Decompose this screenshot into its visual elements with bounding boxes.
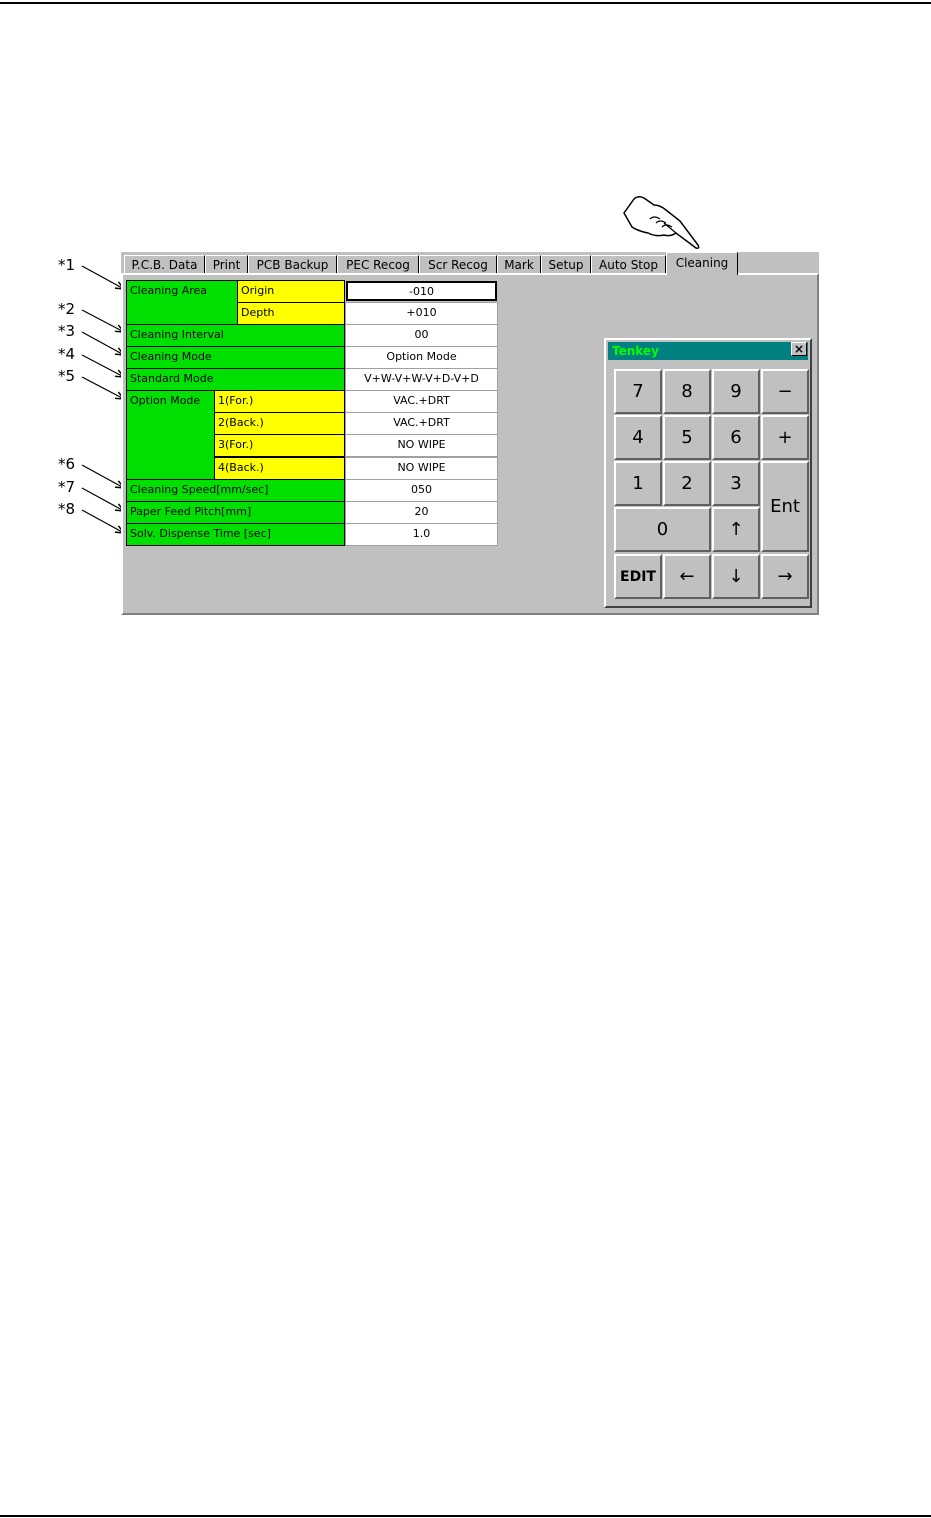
solv-dispense-time-value[interactable]: 1.0	[345, 523, 498, 546]
tab-print[interactable]: Print	[205, 255, 248, 274]
key-6[interactable]: 6	[712, 415, 760, 460]
key-down-arrow[interactable]: ↓	[712, 554, 760, 599]
standard-mode-value[interactable]: V+W-V+W-V+D-V+D	[345, 368, 498, 391]
key-4[interactable]: 4	[614, 415, 662, 460]
tab-pcb-backup[interactable]: PCB Backup	[248, 255, 337, 274]
annotation-4: *4	[58, 345, 76, 363]
annotation-2: *2	[58, 300, 76, 318]
tab-pcb-data[interactable]: P.C.B. Data	[124, 255, 205, 274]
key-3[interactable]: 3	[712, 461, 760, 506]
option-mode-row-label: 2(Back.)	[214, 412, 345, 435]
key-up-arrow[interactable]: ↑	[712, 507, 760, 552]
paper-feed-pitch-value[interactable]: 20	[345, 501, 498, 524]
tab-pec-recog[interactable]: PEC Recog	[337, 255, 419, 274]
key-right-arrow[interactable]: →	[761, 554, 809, 599]
close-icon[interactable]: ×	[791, 342, 807, 356]
standard-mode-label: Standard Mode	[126, 368, 345, 391]
key-1[interactable]: 1	[614, 461, 662, 506]
option-mode-row-label: 4(Back.)	[214, 457, 345, 480]
tab-setup[interactable]: Setup	[541, 255, 591, 274]
depth-label: Depth	[237, 302, 345, 325]
annotation-5: *5	[58, 367, 76, 385]
option-mode-row-value[interactable]: VAC.+DRT	[345, 390, 498, 413]
key-minus[interactable]: −	[761, 369, 809, 414]
key-0[interactable]: 0	[614, 507, 711, 552]
annotation-7: *7	[58, 478, 76, 496]
option-mode-row-value[interactable]: NO WIPE	[345, 434, 498, 457]
origin-value[interactable]: -010	[346, 281, 497, 301]
annotation-6: *6	[58, 455, 76, 473]
key-5[interactable]: 5	[663, 415, 711, 460]
option-mode-row-value[interactable]: NO WIPE	[345, 457, 498, 480]
tab-cleaning[interactable]: Cleaning	[666, 252, 738, 275]
tenkey-title: Tenkey	[612, 344, 659, 358]
cleaning-speed-label: Cleaning Speed[mm/sec]	[126, 479, 345, 502]
key-enter[interactable]: Ent	[761, 461, 809, 552]
key-left-arrow[interactable]: ←	[663, 554, 711, 599]
paper-feed-pitch-label: Paper Feed Pitch[mm]	[126, 501, 345, 524]
cleaning-interval-label: Cleaning Interval	[126, 324, 345, 347]
annotation-3: *3	[58, 322, 76, 340]
cleaning-mode-label: Cleaning Mode	[126, 346, 345, 369]
tenkey-window	[604, 338, 812, 608]
top-rule	[0, 2, 931, 4]
bottom-rule	[0, 1515, 931, 1517]
solv-dispense-time-label: Solv. Dispense Time [sec]	[126, 523, 345, 546]
tenkey-title-bar[interactable]	[608, 342, 808, 360]
tab-auto-stop[interactable]: Auto Stop	[591, 255, 666, 274]
cleaning-mode-value[interactable]: Option Mode	[345, 346, 498, 369]
option-mode-row-label: 3(For.)	[214, 434, 345, 457]
cleaning-interval-value[interactable]: 00	[345, 324, 498, 347]
option-mode-label: Option Mode	[126, 390, 215, 480]
tab-scr-recog[interactable]: Scr Recog	[419, 255, 497, 274]
key-8[interactable]: 8	[663, 369, 711, 414]
key-edit[interactable]: EDIT	[614, 554, 662, 599]
key-7[interactable]: 7	[614, 369, 662, 414]
cleaning-speed-value[interactable]: 050	[345, 479, 498, 502]
pointing-hand-icon	[620, 193, 710, 253]
key-plus[interactable]: +	[761, 415, 809, 460]
cleaning-area-label: Cleaning Area	[126, 280, 238, 325]
option-mode-row-label: 1(For.)	[214, 390, 345, 413]
option-mode-row-value[interactable]: VAC.+DRT	[345, 412, 498, 435]
key-2[interactable]: 2	[663, 461, 711, 506]
tab-bar	[121, 252, 819, 274]
key-9[interactable]: 9	[712, 369, 760, 414]
annotation-8: *8	[58, 500, 76, 518]
tab-mark[interactable]: Mark	[497, 255, 541, 274]
annotation-1: *1	[58, 256, 76, 274]
origin-label: Origin	[237, 280, 345, 303]
depth-value[interactable]: +010	[345, 302, 498, 325]
